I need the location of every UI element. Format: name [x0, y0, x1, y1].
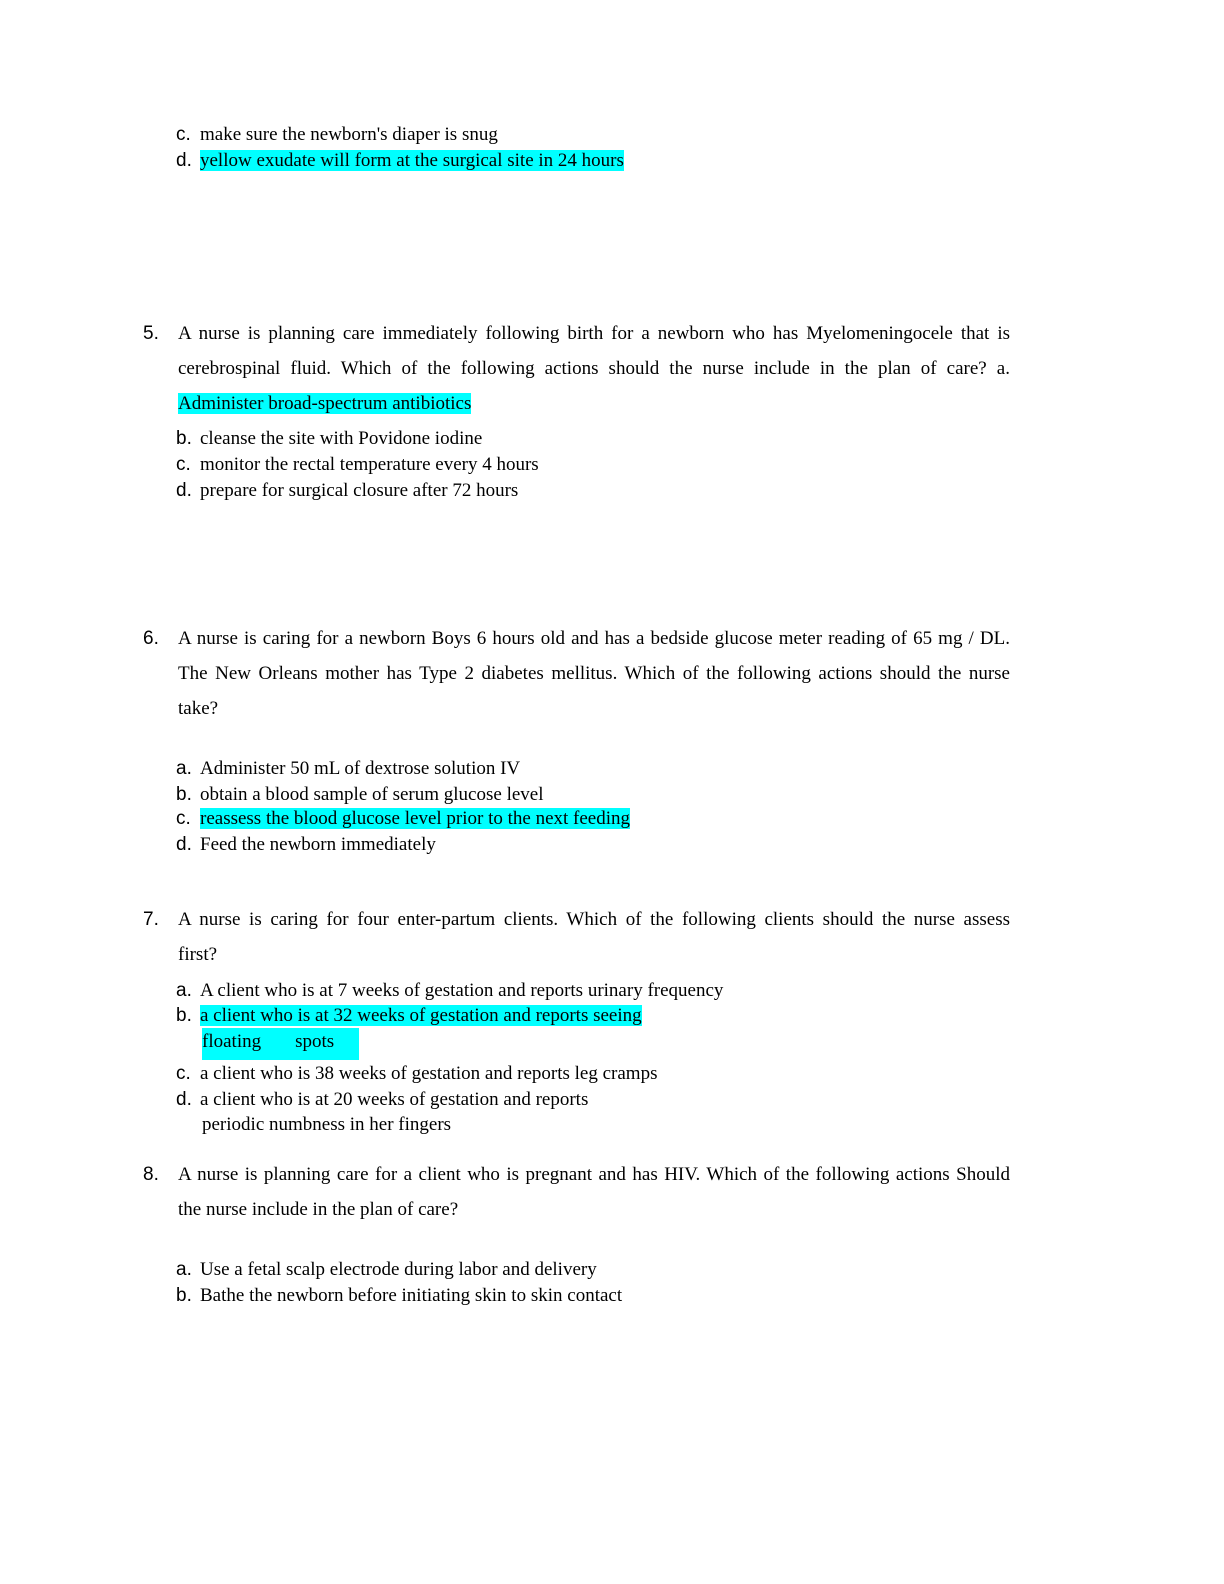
option-letter: a. [176, 1259, 192, 1280]
option-letter: d. [176, 150, 192, 171]
option-letter: c. [176, 808, 191, 829]
q8-stem-line: A nurse is planning care for a client who is pregnant and has HIV. Which of the following actions Should [178, 1164, 1010, 1185]
q6-option-c [176, 807, 630, 831]
option-text: prepare for surgical closure after 72 hours [200, 480, 519, 501]
q6-option-d [176, 833, 436, 857]
q4-option-d [176, 149, 624, 173]
option-text: Bathe the newborn before initiating skin to skin contact [200, 1285, 623, 1306]
option-letter: b. [176, 428, 192, 449]
option-letter: b. [176, 1285, 192, 1306]
option-text: monitor the rectal temperature every 4 hours [200, 454, 539, 475]
q5-stem-line: cerebrospinal fluid. Which of the following actions should the nurse include in the plan of care? a. [178, 358, 1010, 379]
q6-stem-line: A nurse is caring for a newborn Boys 6 hours old and has a bedside glucose meter reading of 65 mg / DL. [178, 628, 1010, 649]
highlighted-answer: yellow exudate will form at the surgical site in 24 hours [200, 150, 624, 171]
q8-stem-line: the nurse include in the plan of care? [178, 1199, 459, 1220]
q7-option-b [176, 1004, 642, 1028]
option-letter: c. [176, 454, 191, 475]
q7-number: 7. [143, 909, 159, 930]
option-text: cleanse the site with Povidone iodine [200, 428, 483, 449]
q5-option-d [176, 479, 518, 503]
q7-option-b-continuation [202, 1028, 359, 1060]
q6-stem-line: take? [178, 698, 219, 719]
option-letter: c. [176, 124, 191, 145]
q4-option-c [176, 123, 498, 147]
q8-option-a [176, 1258, 597, 1282]
q7-option-c [176, 1062, 657, 1086]
q6-stem [178, 621, 1010, 726]
option-letter: a. [176, 980, 192, 1001]
q7-option-d [176, 1088, 588, 1112]
q7-option-d-continuation: periodic numbness in her fingers [202, 1114, 452, 1135]
q8-number: 8. [143, 1164, 159, 1185]
option-letter: c. [176, 1063, 191, 1084]
q6-option-a [176, 757, 520, 781]
option-text: Use a fetal scalp electrode during labor and delivery [200, 1259, 597, 1280]
q8-option-b [176, 1284, 622, 1308]
q7-stem-line: first? [178, 944, 218, 965]
option-letter: d. [176, 480, 192, 501]
option-text: a client who is at 20 weeks of gestation and reports [200, 1089, 589, 1110]
q7-option-a [176, 979, 723, 1003]
q6-number: 6. [143, 628, 159, 649]
highlighted-answer: spots [295, 1031, 335, 1052]
q5-stem-line: A nurse is planning care immediately following birth for a newborn who has Myelomeningocele that is [178, 323, 1010, 344]
option-text: A client who is at 7 weeks of gestation and reports urinary frequency [200, 980, 724, 1001]
q5-option-c [176, 453, 539, 477]
option-text: obtain a blood sample of serum glucose level [200, 784, 544, 805]
q6-stem-line: The New Orleans mother has Type 2 diabetes mellitus. Which of the following actions should the nurse [178, 663, 1010, 684]
q5-option-a [178, 386, 1010, 421]
q5-option-b [176, 427, 482, 451]
q5-number: 5. [143, 323, 159, 344]
option-letter: a. [176, 758, 192, 779]
q8-stem [178, 1157, 1010, 1227]
highlighted-answer: Administer broad-spectrum antibiotics [178, 393, 472, 414]
option-text: Administer 50 mL of dextrose solution IV [200, 758, 521, 779]
q7-stem [178, 902, 1010, 972]
q7-stem-line: A nurse is caring for four enter-partum clients. Which of the following clients should the nurse assess [178, 909, 1010, 930]
option-text: a client who is 38 weeks of gestation and reports leg cramps [200, 1063, 658, 1084]
option-text: make sure the newborn's diaper is snug [200, 124, 498, 145]
option-letter: d. [176, 1089, 192, 1110]
option-letter: b. [176, 1005, 192, 1026]
option-letter: b. [176, 784, 192, 805]
q5-stem [178, 316, 1010, 421]
highlighted-answer: floating [202, 1031, 262, 1052]
option-text: Feed the newborn immediately [200, 834, 436, 855]
q6-option-b [176, 783, 544, 807]
option-letter: d. [176, 834, 192, 855]
highlighted-answer: a client who is at 32 weeks of gestation and reports seeing [200, 1005, 642, 1026]
highlighted-answer: reassess the blood glucose level prior to the next feeding [200, 808, 631, 829]
